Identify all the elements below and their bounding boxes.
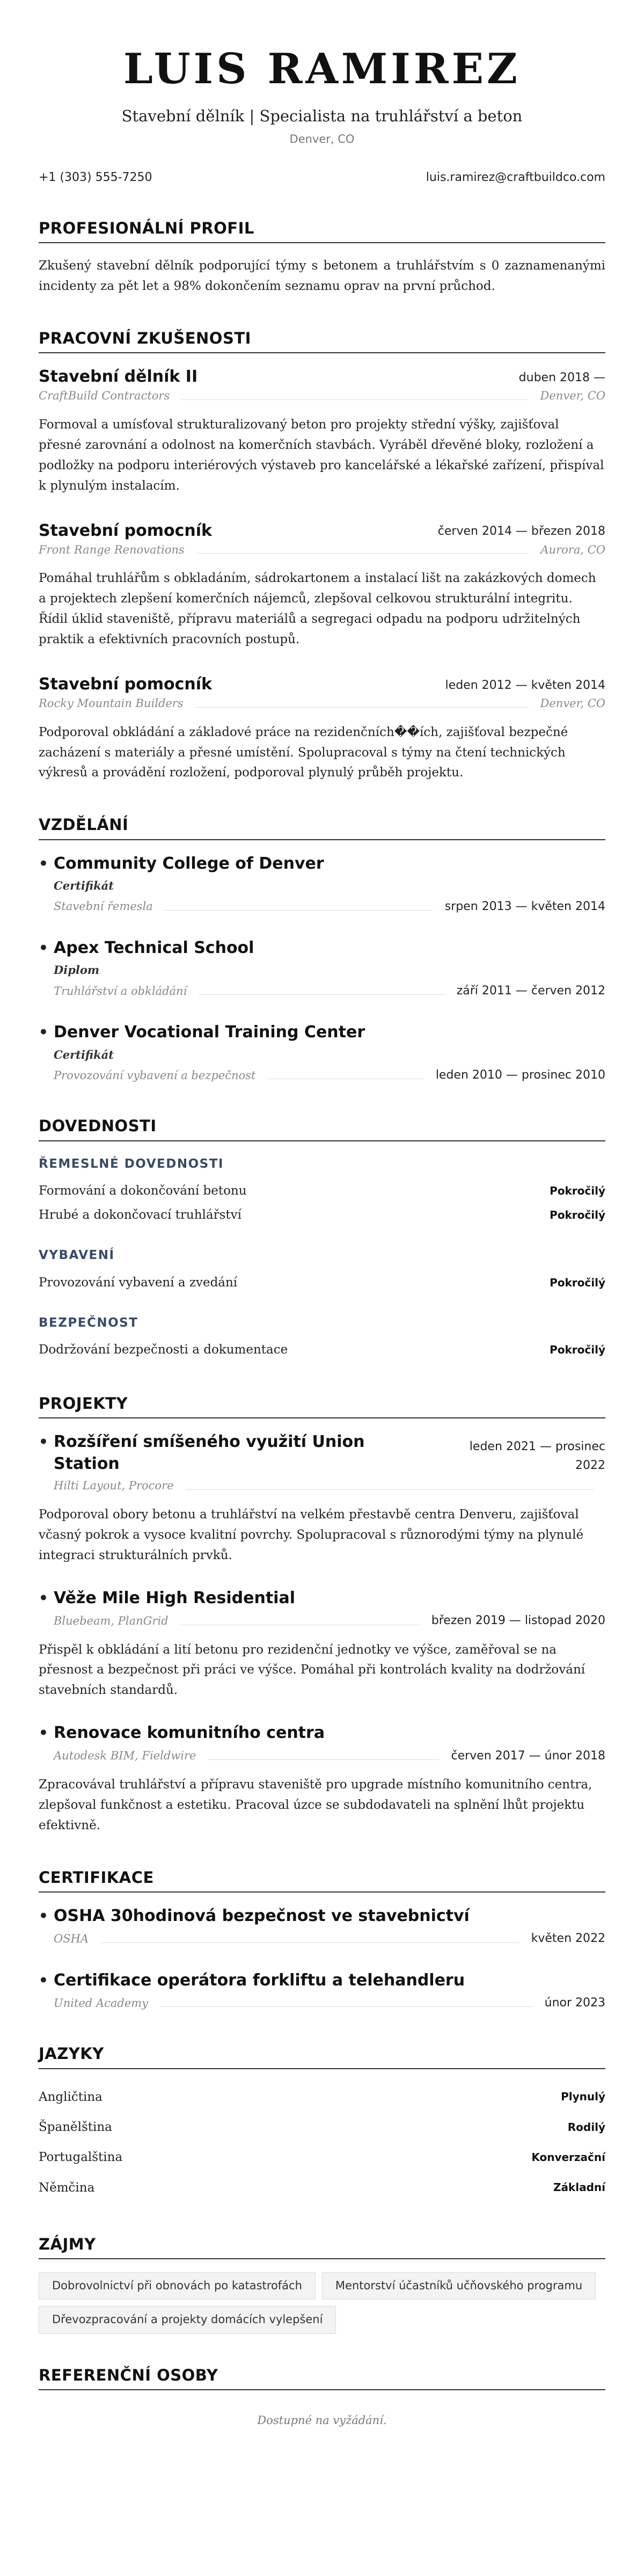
job-description: Podporoval obkládání a základové práce na rezidenčních��ích, zajišťoval bezpečné zacházení s materiály a přesné umístění. Spolupracoval s týmy na čtení technických výkresů a provádění rozložení, podporoval plynulý průběh projektu.: [39, 725, 568, 780]
education-entry: [39, 937, 605, 1000]
job-header: [39, 674, 605, 695]
certification-name: Certifikace operátora forkliftu a telehandleru: [54, 1970, 465, 1990]
education-meta: [54, 1066, 605, 1085]
skill-level: Pokročilý: [550, 1343, 605, 1357]
job-entry: [39, 520, 605, 650]
skill-group: [39, 1313, 605, 1363]
skill-row: [39, 1271, 605, 1295]
project-header: [54, 1431, 605, 1475]
bullet-icon: •: [39, 938, 48, 957]
project-dates: červen 2017 — únor 2018: [451, 1749, 605, 1763]
language-name: Němčina: [39, 2180, 95, 2195]
certifications-section: [39, 1867, 605, 2013]
references-section: [39, 2365, 605, 2430]
certification-issuer: United Academy: [54, 1996, 149, 2010]
skill-category: BEZPEČNOST: [39, 1315, 138, 1330]
job-entry: [39, 366, 605, 496]
school-name: Denver Vocational Training Center: [54, 1023, 365, 1042]
degree: Certifikát: [54, 1047, 114, 1061]
project-name: Rozšíření smíšeného využití Union Station: [54, 1432, 365, 1473]
leader-line: [199, 994, 444, 995]
project-dates: březen 2019 — listopad 2020: [431, 1614, 605, 1628]
language-row: [39, 2112, 605, 2142]
field-of-study: Provozování vybavení a bezpečnost: [54, 1068, 256, 1082]
certification-date: květen 2022: [531, 1932, 605, 1946]
bullet-icon: •: [39, 1023, 48, 1042]
project-description: Přispěl k obkládání a lití betonu pro rezidenční jednotky ve výšce, zaměřoval se na přesnost a bezpečnost při práci ve výšce. Pomáhal při kontrolách kvality na dodržování stavebních standardů.: [39, 1642, 586, 1698]
project-entry: [39, 1431, 605, 1566]
education-dates: leden 2010 — prosinec 2010: [435, 1068, 605, 1082]
job-dates: leden 2012 — květen 2014: [445, 678, 605, 692]
section-title: PROJEKTY: [39, 1393, 605, 1418]
job-description: Pomáhal truhlářům s obkladáním, sádrokartonem a instalací lišt na zakázkových domech a projektech zlepšení komerčních nájemců, zlepšoval celkovou strukturální integritu. Řídil úklid staveniště, přípravu materiálů a segregaci odpadu na podporu udržitelných praktik a efektivních pracovních postupů.: [39, 571, 596, 647]
interests-section: [39, 2234, 605, 2334]
job-location: Denver, CO: [540, 697, 605, 710]
project-description: Podporoval obory betonu a truhlářství na velkém přestavbě centra Denveru, zajišťoval včasný pokrok a vysoce kvalitní povrchy. Spolupracoval s různorodými týmy na plynulé integraci strukturálních prvků.: [39, 1508, 584, 1562]
leader-line: [195, 707, 529, 708]
skills-section: [39, 1116, 605, 1362]
leader-line: [186, 1489, 594, 1490]
skill-category: ŘEMESLNÉ DOVEDNOSTI: [39, 1156, 224, 1171]
resume-header: [39, 45, 605, 149]
language-level: Rodilý: [567, 2120, 605, 2134]
project-header: [54, 1722, 605, 1744]
leader-line: [208, 1759, 439, 1760]
language-row: [39, 2173, 605, 2203]
section-title: DOVEDNOSTI: [39, 1116, 605, 1141]
degree: Certifikát: [54, 879, 114, 893]
project-meta: [54, 1611, 605, 1630]
skill-name: Formování a dokončování betonu: [39, 1184, 247, 1198]
interest-tag: Dřevozpracování a projekty domácích vylepšení: [39, 2306, 336, 2333]
job-meta: [39, 387, 605, 405]
language-row: [39, 2082, 605, 2112]
skill-name: Provozování vybavení a zvedání: [39, 1275, 238, 1290]
languages-section: [39, 2043, 605, 2203]
bullet-icon: •: [39, 1724, 48, 1742]
bullet-icon: •: [39, 854, 48, 872]
skill-row: [39, 1338, 605, 1362]
school-name: Apex Technical School: [54, 938, 254, 957]
leader-line: [165, 910, 433, 911]
bullet-icon: •: [39, 1906, 48, 1925]
project-tools: Hilti Layout, Procore: [54, 1479, 174, 1493]
section-title: JAZYKY: [39, 2043, 605, 2069]
profile-text: Zkušený stavební dělník podporující týmy s betonem a truhlářstvím s 0 zaznamenanými incidenty za pět let a 98% dokončením seznamu oprav na první průchod.: [39, 259, 605, 294]
skill-level: Pokročilý: [550, 1209, 605, 1222]
education-meta: [54, 897, 605, 916]
job-company: CraftBuild Contractors: [39, 389, 170, 403]
job-header: [39, 520, 605, 541]
skill-level: Pokročilý: [550, 1276, 605, 1289]
bullet-icon: •: [39, 1433, 48, 1451]
certification-meta: [54, 1993, 605, 2012]
job-dates: červen 2014 — březen 2018: [437, 525, 605, 539]
certification-date: únor 2023: [544, 1996, 605, 2010]
project-name: Věže Mile High Residential: [54, 1588, 295, 1607]
project-meta: [54, 1477, 605, 1495]
section-title: VZDĚLÁNÍ: [39, 814, 605, 840]
skill-name: Dodržování bezpečnosti a dokumentace: [39, 1343, 288, 1357]
project-tools: Bluebeam, PlanGrid: [54, 1614, 169, 1627]
education-entry: [39, 853, 605, 916]
school-name: Community College of Denver: [54, 854, 324, 873]
job-header: [39, 366, 605, 387]
job-title: Stavební pomocník: [39, 521, 212, 540]
education-dates: září 2011 — červen 2012: [456, 984, 605, 998]
profile-section: [39, 218, 605, 297]
bullet-icon: •: [39, 1589, 48, 1607]
job-title: Stavební dělník II: [39, 367, 198, 387]
skill-name: Hrubé a dokončovací truhlářství: [39, 1208, 242, 1222]
references-text: Dostupné na vyžádání.: [257, 2413, 387, 2427]
certification-entry: [39, 1905, 605, 1948]
interest-tags: [39, 2272, 605, 2334]
candidate-headline: Stavební dělník | Specialista na truhlářství a beton: [121, 106, 523, 125]
certification-entry: [39, 1970, 605, 2013]
job-title: Stavební pomocník: [39, 675, 212, 694]
project-entry: [39, 1588, 605, 1701]
job-location: Aurora, CO: [540, 543, 605, 556]
project-tools: Autodesk BIM, Fieldwire: [54, 1749, 196, 1763]
certification-issuer: OSHA: [54, 1932, 89, 1946]
interest-tag: Dobrovolnictví při obnovách po katastrofách: [39, 2272, 316, 2300]
education-entry: [39, 1022, 605, 1085]
skill-group: [39, 1246, 605, 1295]
leader-line: [100, 1942, 519, 1943]
job-meta: [39, 695, 605, 713]
language-name: Angličtina: [39, 2090, 103, 2104]
leader-line: [181, 399, 528, 400]
degree: Diplom: [54, 963, 100, 977]
project-dates: leden 2021 — prosinec 2022: [469, 1440, 605, 1473]
certification-meta: [54, 1929, 605, 1948]
language-name: Španělština: [39, 2120, 112, 2134]
phone-number: +1 (303) 555-7250: [39, 170, 152, 184]
skill-row: [39, 1179, 605, 1203]
language-level: Konverzační: [531, 2150, 605, 2164]
project-meta: [54, 1747, 605, 1765]
section-title: REFERENČNÍ OSOBY: [39, 2365, 605, 2390]
job-location: Denver, CO: [540, 389, 605, 403]
education-section: [39, 814, 605, 1085]
bullet-icon: •: [39, 1971, 48, 1989]
projects-section: [39, 1393, 605, 1836]
field-of-study: Stavební řemesla: [54, 900, 153, 913]
language-row: [39, 2142, 605, 2172]
job-meta: [39, 541, 605, 559]
language-name: Portugalština: [39, 2150, 123, 2165]
language-level: Plynulý: [561, 2090, 605, 2104]
skill-row: [39, 1203, 605, 1227]
project-name: Renovace komunitního centra: [54, 1723, 325, 1743]
candidate-name: LUIS RAMIREZ: [123, 45, 521, 93]
skill-level: Pokročilý: [550, 1184, 605, 1198]
leader-line: [160, 2006, 533, 2007]
project-entry: [39, 1722, 605, 1836]
section-title: PROFESIONÁLNÍ PROFIL: [39, 218, 605, 243]
job-entry: [39, 674, 605, 783]
education-meta: [54, 981, 605, 1000]
leader-line: [196, 553, 529, 554]
job-company: Front Range Renovations: [39, 543, 185, 556]
contact-row: [39, 168, 605, 187]
project-description: Zpracovával truhlářství a přípravu staveniště pro upgrade místního komunitního centra, zlepšoval funkčnost a estetiku. Pracoval úzce se subdodavateli na splnění lhůt projektu efektivně.: [39, 1778, 592, 1832]
project-header: [54, 1588, 605, 1610]
skill-category: VYBAVENÍ: [39, 1248, 115, 1263]
section-title: CERTIFIKACE: [39, 1867, 605, 1893]
job-description: Formoval a umísťoval strukturalizovaný beton pro projekty střední výšky, zajišťoval přesné zarovnání a odolnost na komerčních stavbách. Vyráběl dřevěné bloky, rozložení a podložky na podporu interiérových výstaveb pro kancelářské a lékařské zařízení, přispíval k plynulým instalacím.: [39, 417, 604, 493]
email-address: luis.ramirez@craftbuildco.com: [426, 170, 605, 184]
skill-group: [39, 1154, 605, 1227]
candidate-location: Denver, CO: [289, 133, 355, 146]
job-dates: duben 2018 —: [518, 371, 605, 385]
experience-section: [39, 328, 605, 783]
section-title: PRACOVNÍ ZKUŠENOSTI: [39, 328, 605, 353]
interest-tag: Mentorství účastníků učňovského programu: [322, 2272, 596, 2300]
education-dates: srpen 2013 — květen 2014: [444, 899, 605, 913]
job-company: Rocky Mountain Builders: [39, 697, 184, 710]
field-of-study: Truhlářství a obkládání: [54, 984, 187, 998]
section-title: ZÁJMY: [39, 2234, 605, 2259]
certification-name: OSHA 30hodinová bezpečnost ve stavebnictví: [54, 1906, 470, 1925]
language-level: Základní: [553, 2181, 605, 2194]
